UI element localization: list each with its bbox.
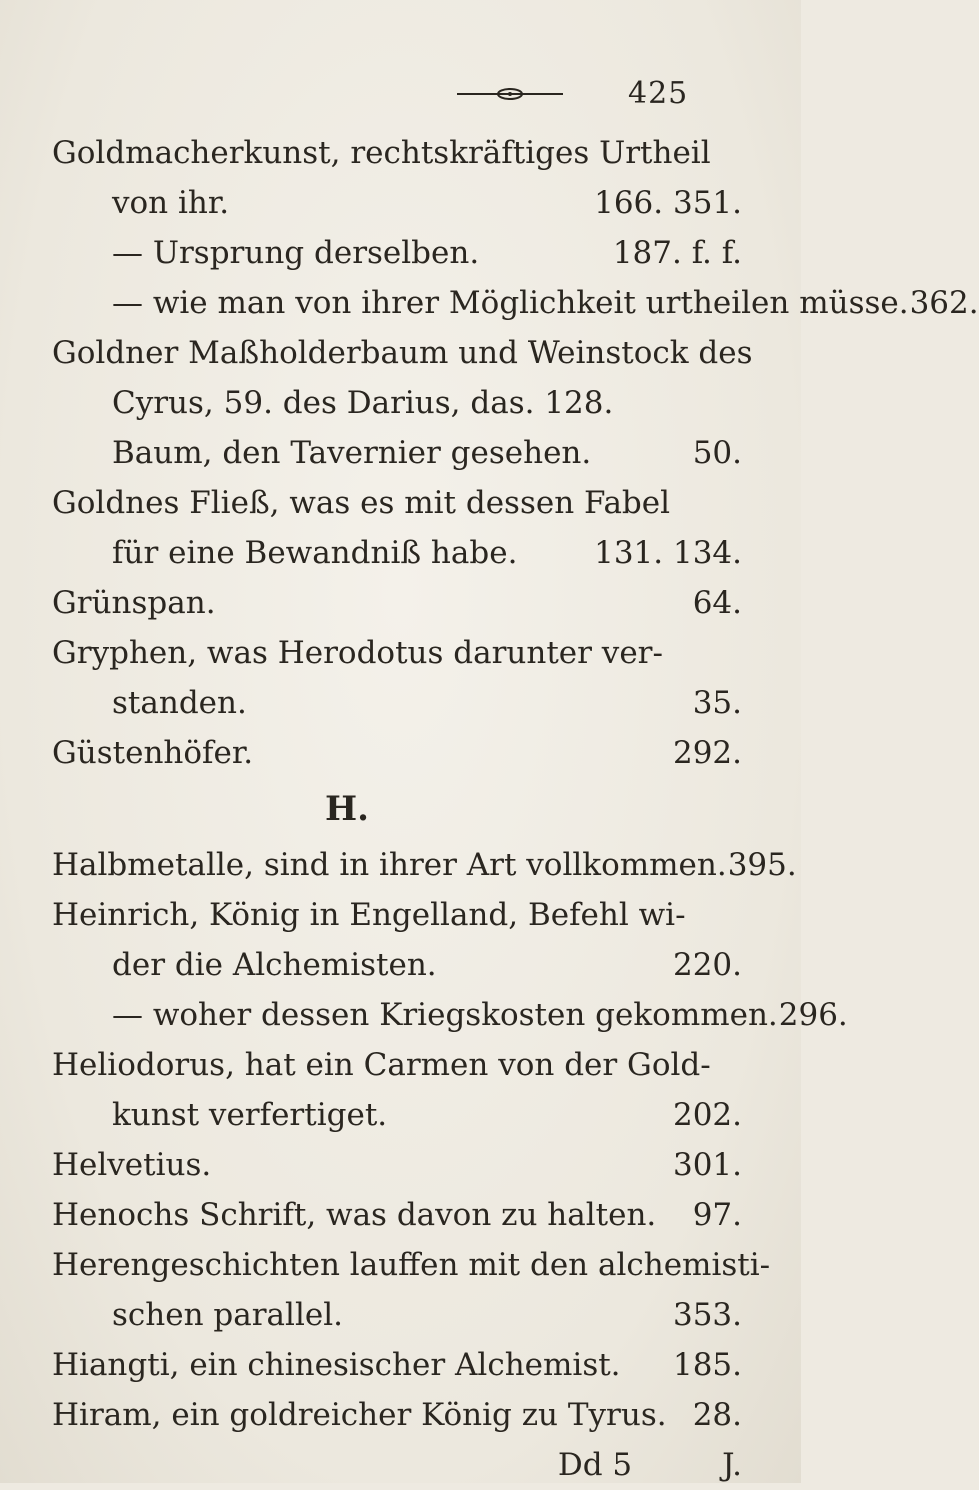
index-entry-page-ref: 220.: [672, 947, 742, 983]
index-entry: [52, 1240, 771, 1290]
index-entry-text: Hiangti, ein chinesischer Alchemist.: [52, 1347, 621, 1383]
index-section-h: [52, 840, 848, 1440]
index-entry-text: Herengeschichten lauffen mit den alchemisti-: [52, 1247, 771, 1283]
index-entry-text: Grünspan.: [52, 585, 216, 621]
index-entry-text: Heinrich, König in Engelland, Befehl wi-: [52, 897, 686, 933]
index-entry-page-ref: 64.: [692, 585, 742, 621]
index-entry-page-ref: 35.: [692, 685, 742, 721]
index-entry-text: Gryphen, was Herodotus darunter ver-: [52, 635, 663, 671]
index-entry-page-ref: 395.: [727, 847, 797, 883]
index-entry-text: Henochs Schrift, was davon zu halten.: [52, 1197, 657, 1233]
catchword: J.: [722, 1447, 742, 1483]
index-entry-page-ref: 296.: [778, 997, 848, 1033]
page-number: 425: [628, 76, 689, 111]
index-entry: [52, 678, 742, 728]
index-entry-text: Güstenhöfer.: [52, 735, 254, 771]
index-entry-text: — woher dessen Kriegskosten gekommen.: [112, 997, 778, 1033]
index-entry-page-ref: 131. 134.: [594, 535, 742, 571]
index-entry: [52, 890, 742, 940]
index-entry-text: für eine Bewandniß habe.: [112, 535, 518, 571]
index-entry: [52, 990, 848, 1040]
index-entry-text: von ihr.: [112, 185, 230, 221]
index-entry: [52, 1340, 742, 1390]
index-entry-text: Goldner Maßholderbaum und Weinstock des: [52, 335, 753, 371]
index-entry-text: Baum, den Tavernier gesehen.: [112, 435, 592, 471]
index-entry-text: der die Alchemisten.: [112, 947, 437, 983]
index-entry: [52, 428, 742, 478]
index-entry-page-ref: 202.: [672, 1097, 742, 1133]
index-entry: [52, 1190, 742, 1240]
index-entry: [52, 178, 742, 228]
index-entry: [52, 228, 742, 278]
index-entry: [52, 628, 742, 678]
index-entry: [52, 1090, 742, 1140]
index-entry-text: Cyrus, 59. des Darius, das. 128.: [112, 385, 614, 421]
index-content: [52, 128, 979, 1490]
index-entry-page-ref: 187. f. f.: [612, 235, 742, 271]
index-entry-text: Heliodorus, hat ein Carmen von der Gold-: [52, 1047, 711, 1083]
index-entry-page-ref: 353.: [672, 1297, 742, 1333]
index-entry-text: Hiram, ein goldreicher König zu Tyrus.: [52, 1397, 667, 1433]
index-entry-text: kunst verfertiget.: [112, 1097, 388, 1133]
index-section-g: [52, 128, 979, 778]
index-entry-page-ref: 166. 351.: [594, 185, 742, 221]
index-entry-page-ref: 28.: [692, 1397, 742, 1433]
section-heading-h: H.: [325, 789, 369, 829]
index-entry: [52, 940, 742, 990]
index-entry: [52, 840, 797, 890]
index-entry: [52, 728, 742, 778]
index-entry: [52, 1290, 742, 1340]
index-entry-page-ref: 362.: [909, 285, 979, 321]
index-entry-text: Helvetius.: [52, 1147, 212, 1183]
index-entry-text: Goldmacherkunst, rechtskräftiges Urtheil: [52, 135, 711, 171]
index-entry-page-ref: 292.: [672, 735, 742, 771]
index-entry-text: Halbmetalle, sind in ihrer Art vollkommen.: [52, 847, 727, 883]
index-entry-text: — Ursprung derselben.: [112, 235, 480, 271]
index-entry: [52, 478, 742, 528]
index-entry-text: schen parallel.: [112, 1297, 343, 1333]
header-ornament: [455, 88, 565, 100]
index-entry: [52, 1390, 742, 1440]
index-entry: [52, 278, 979, 328]
index-entry-page-ref: 301.: [672, 1147, 742, 1183]
index-entry: [52, 1140, 742, 1190]
index-entry-text: — wie man von ihrer Möglichkeit urtheilen müsse.: [112, 285, 909, 321]
index-entry-page-ref: 50.: [692, 435, 742, 471]
index-entry: [52, 528, 742, 578]
index-entry: [52, 378, 742, 428]
index-entry-page-ref: 185.: [672, 1347, 742, 1383]
signature-mark: Dd 5: [557, 1447, 633, 1483]
page-footer: [52, 1440, 742, 1490]
index-entry: [52, 1040, 742, 1090]
index-entry-text: standen.: [112, 685, 247, 721]
index-entry: [52, 578, 742, 628]
index-entry-text: Goldnes Fließ, was es mit dessen Fabel: [52, 485, 671, 521]
index-entry: [52, 328, 753, 378]
index-entry: [52, 128, 742, 178]
index-entry-page-ref: 97.: [692, 1197, 742, 1233]
